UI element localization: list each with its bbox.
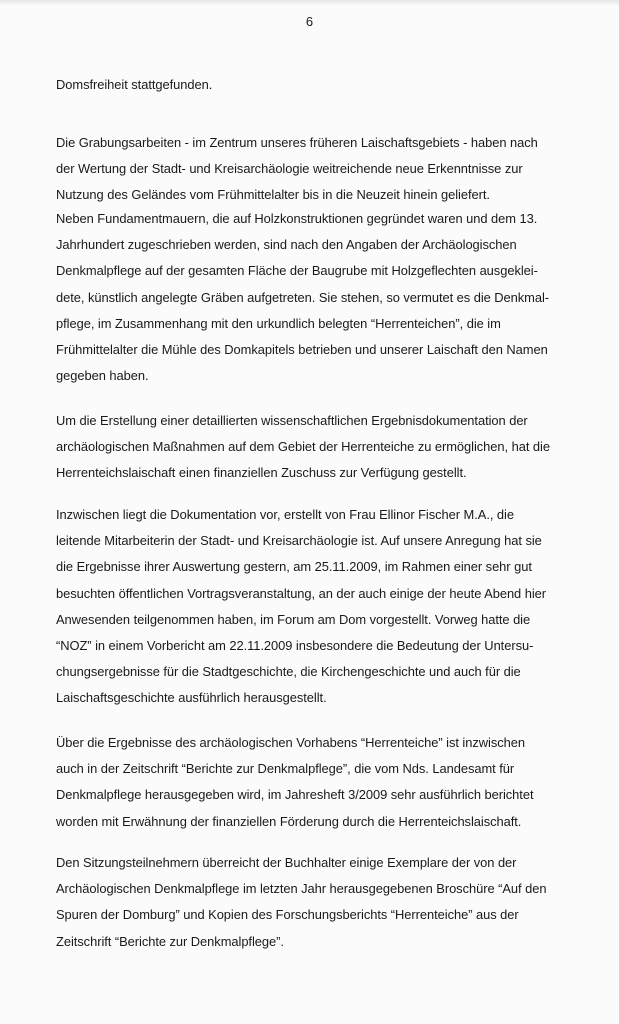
text-line: Denkmalpflege auf der gesamten Fläche der Baugrube mit Holzgeflechten ausgeklei- (56, 263, 538, 279)
text-line: Die Grabungsarbeiten - im Zentrum unseres früheren Laischaftsgebiets - haben nach (56, 135, 538, 150)
paragraph-3 (56, 206, 616, 389)
text-line: gegeben haben. (56, 368, 149, 384)
text-line: Anwesenden teilgenommen haben, im Forum am Dom vorgestellt. Vorweg hatte die (56, 611, 531, 627)
text-line: “NOZ” in einem Vorbericht am 22.11.2009 insbesondere die Bedeutung der Untersu- (56, 637, 534, 653)
text-line: Denkmalpflege herausgegeben wird, im Jahresheft 3/2009 sehr ausführlich berichtet (56, 787, 534, 803)
page-number: 6 (305, 14, 314, 29)
paragraph-6 (56, 730, 616, 835)
paragraph-2 (56, 130, 616, 209)
text-line: Um die Erstellung einer detaillierten wissenschaftlichen Ergebnisdokumentation der (56, 413, 528, 428)
text-line: Inzwischen liegt die Dokumentation vor, erstellt von Frau Ellinor Fischer M.A., die (56, 507, 514, 522)
text-line: leitende Mitarbeiterin der Stadt- und Kreisarchäologie ist. Auf unsere Anregung hat sie (56, 533, 542, 549)
text-line: der Wertung der Stadt- und Kreisarchäologie weitreichende neue Erkenntnisse zur (56, 161, 523, 177)
paragraph-5 (56, 502, 616, 712)
text-line: Nutzung des Geländes vom Frühmittelalter bis in die Neuzeit hinein geliefert. (56, 187, 490, 203)
text-line: Herrenteichslaischaft einen finanziellen Zuschuss zur Verfügung gestellt. (56, 465, 467, 481)
text-line: Domsfreiheit stattgefunden. (56, 77, 213, 92)
paragraph-7 (56, 850, 616, 955)
scan-shadow (0, 0, 619, 6)
text-line: chungsergebnisse für die Stadtgeschichte, die Kirchengeschichte und auch für die (56, 664, 521, 680)
paragraph-1 (56, 72, 616, 98)
text-line: dete, künstlich angelegte Gräben aufgetreten. Sie stehen, so vermutet es die Denkmal- (56, 289, 550, 305)
text-line: archäologischen Maßnahmen auf dem Gebiet der Herrenteiche zu ermöglichen, hat die (56, 439, 550, 455)
text-line: Zeitschrift “Berichte zur Denkmalpflege”. (56, 933, 284, 949)
text-line: pflege, im Zusammenhang mit den urkundlich belegten “Herrenteichen”, die im (56, 315, 501, 331)
text-line: Neben Fundamentmauern, die auf Holzkonstruktionen gegründet waren und dem 13. (56, 211, 538, 226)
text-line: Archäologischen Denkmalpflege im letzten Jahr herausgegebenen Broschüre “Auf den (56, 881, 547, 897)
text-line: Laischaftsgeschichte ausführlich herausgestellt. (56, 690, 327, 706)
text-line: worden mit Erwähnung der finanziellen Förderung durch die Herrenteichslaischaft. (56, 813, 522, 829)
text-line: Den Sitzungsteilnehmern überreicht der Buchhalter einige Exemplare der von der (56, 855, 517, 870)
text-line: Jahrhundert zugeschrieben werden, sind nach den Angaben der Archäologischen (56, 237, 517, 253)
text-line: auch in der Zeitschrift “Berichte zur Denkmalpflege”, die vom Nds. Landesamt für (56, 761, 515, 777)
text-line: Über die Ergebnisse des archäologischen Vorhabens “Herrenteiche” ist inzwischen (56, 735, 525, 750)
text-line: Spuren der Domburg” und Kopien des Forschungsberichts “Herrenteiche” aus der (56, 907, 519, 923)
text-line: Frühmittelalter die Mühle des Domkapitels betrieben und unserer Laischaft den Namen (56, 341, 548, 357)
paragraph-4 (56, 408, 616, 487)
text-line: die Ergebnisse ihrer Auswertung gestern, am 25.11.2009, im Rahmen einer sehr gut (56, 559, 532, 575)
text-line: besuchten öffentlichen Vortragsveranstaltung, an der auch einige der heute Abend hier (56, 585, 547, 601)
